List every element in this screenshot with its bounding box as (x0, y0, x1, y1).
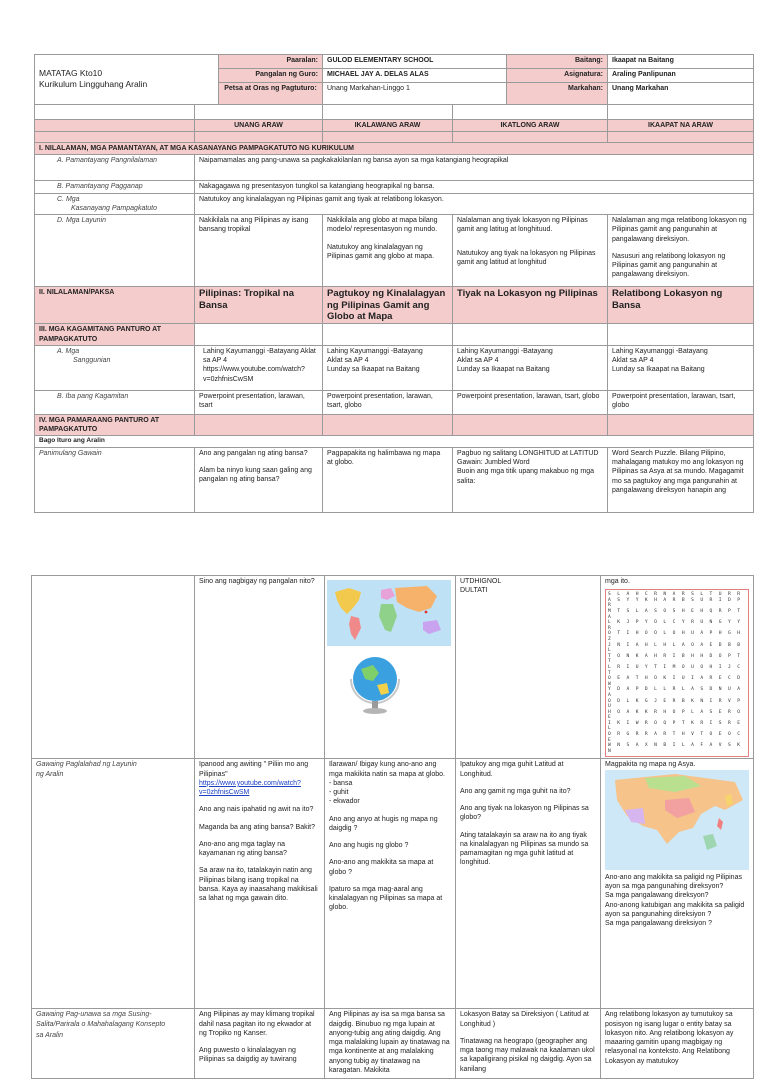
puzzle-row: I K I W R O Q P T K R I S R E L (608, 720, 742, 732)
kasanayan-text: Natutukoy ang kinalalagyan ng Pilipinas gamit ang tiyak at relatibong lokasyon. (195, 193, 754, 214)
paglalahad-day-4: Magpakita ng mapa ng Asya. Ano-ano ang makikita sa paligid ng Pilipinas ayon sa mga pangunahing direksyon? Sa mga pangalawang direksyon? Ano-anong katubigan ang makikita sa paligid ayon sa pangunahing direksiyon ? Sa mga pangalawang direksiyon ? (601, 759, 754, 1009)
cont-day-3: UTDHIGNOL DULTATI (456, 576, 601, 759)
pagunawa-day-4: Ang relatibong lokasyon ay tumutukoy sa posisyon ng isang lugar o entity batay sa lokasyon nito. Ang relatibong lokasyon ay maaaring gamitin upang magbigay ng relasyonal na konteksto. Ang Relatibong Lokasyon ay matutukoy (601, 1009, 754, 1079)
paksa-day-2: Pagtukoy ng Kinalalagyan ng Pilipinas Gamit ang Globo at Mapa (323, 287, 453, 324)
sanggunian-day-4: Lahing Kayumanggi -Batayang Aklat sa AP 4 Lunday sa Ikaapat na Baitang (608, 345, 754, 390)
pagunawa-day-2: Ang Pilipinas ay isa sa mga bansa sa daigdig. Binubuo ng mga lupain at anyong-tubig ang ating daigdig. Ang mga malalaking lupain ay tinatawag na mga kontinente at ang malalaking anyong tubig ay tinatawag na karagatan. Makikita (325, 1009, 456, 1079)
petsa-label: Petsa at Oras ng Pagtuturo: (219, 83, 323, 105)
puzzle-grid (608, 592, 746, 754)
sanggunian-day-1: Lahing Kayumanggi -Batayang Aklat sa AP 4 https://www.youtube.com/watch?v=0zhfnisCwSM (195, 345, 323, 390)
header-title-1: MATATAG Kto10 (39, 68, 103, 78)
kagamitan-day-2: Powerpoint presentation, larawan, tsart, globo (323, 390, 453, 414)
header-title-2: Kurikulum Lingguhang Aralin (39, 79, 148, 90)
world-map-image (327, 578, 451, 648)
puzzle-row: O D L K G J E R B K N I R V P U (608, 698, 742, 710)
puzzle-row: Y D A P D L L R L A S D N U A A (608, 687, 742, 698)
paglalahad-day-2: Ilarawan/ Ibigay kung ano-ano ang mga makikita natin sa mapa at globo. - bansa - guhit - ekwador Ano ang anyo at hugis ng mapa ng daigdig ? Ano ang hugis ng globo ? Ano-ano ang makikita sa mapa at globo ? Ipaturo sa mga mag-aaral ang kinalalagyan ng Pilipinas sa mapa at globo. (325, 759, 456, 1009)
globe-base (363, 708, 387, 714)
puzzle-row: O E A T H O K I U I A R E C D W (608, 676, 742, 687)
paglalahad-day-1: Ipanood ang awiting " Piliin mo ang Pilipinas" https://www.youtube.com/watch?v=0zhfnisCwSM Ano ang nais ipahatid ng awit na ito? Maganda ba ang ating bansa? Bakit? Ano-ano ang mga taglay na kayamanan ng ating bansa? Sa araw na ito, tatalakayin natin ang Pilipinas bilang isang tropikal na bansa. Kaya ay inaasahang makikisali sa lahat ng mga gawain dito. (195, 759, 325, 1009)
philippines-marker (425, 611, 428, 614)
layunin-day-4: Nalalaman ang mga relatibong lokasyon ng Pilipinas gamit ang pangunahin at pangalawang direksiyon. Nasusuri ang relatibong lokasyon ng Pilipinas gamit ang pangunahin at pangalawang direksiyon. (608, 215, 754, 287)
sanggunian-label: A. Mga Sanggunian (35, 345, 195, 390)
day-1-header: UNANG ARAW (195, 120, 323, 132)
kagamitan-day-1: Powerpoint presentation, larawan, tsart (195, 390, 323, 414)
paksa-day-1: Pilipinas: Tropikal na Bansa (195, 287, 323, 324)
globe-image (327, 651, 451, 717)
puzzle-row: J N I A H L H L A O A E D B B L (608, 642, 742, 654)
puzzle-row: M T S L A S O S H E H Q R P T A (608, 609, 742, 620)
layunin-day-1: Nakikilala na ang Pilipinas ay isang bansang tropikal (195, 215, 323, 287)
markahan-value: Unang Markahan (608, 83, 754, 105)
pamantayang-pagganap-text: Nakagagawa ng presentasyon tungkol sa katangiang heograpikal ng bansa. (195, 181, 754, 193)
panimula-day-3: Pagbuo ng salitang LONGHITUD at LATITUD Gawain: Jumbled Word Buoin ang mga titik upang makabuo ng mga salita: (453, 447, 608, 512)
page-2 (0, 575, 768, 1079)
panimula-day-1: Ano ang pangalan ng ating bansa? Alam ba ninyo kung saan galing ang pangalan ng ating bansa? (195, 447, 323, 512)
pagunawa-day-1: Ang Pilipinas ay may klimang tropikal dahil nasa pagitan ito ng ekwador at ng Tropiko ng Kanser. Ang puwesto o kinalalagyan ng Pilipinas sa daigdig ay tuwirang (195, 1009, 325, 1079)
lesson-plan-table-continued (31, 575, 754, 1079)
panimula-day-2: Pagpapakita ng halimbawa ng mapa at globo. (323, 447, 453, 512)
section-1-title: I. NILALAMAN, MGA PAMANTAYAN, AT MGA KASANAYANG PAMPAGKATUTO NG KURIKULUM (35, 143, 754, 155)
sanggunian-day-2: Lahing Kayumanggi -Batayang Aklat sa AP 4 Lunday sa Ikaapat na Baitang (323, 345, 453, 390)
lesson-plan-table (34, 54, 754, 513)
petsa-value: Unang Markahan-Linggo 1 (323, 83, 507, 105)
kagamitan-label: B. Iba pang Kagamitan (35, 390, 195, 414)
day-2-header: IKALAWANG ARAW (323, 120, 453, 132)
baitang-label: Baitang: (507, 55, 608, 69)
asignatura-value: Araling Panlipunan (608, 69, 754, 83)
asignatura-label: Asignatura: (507, 69, 608, 83)
puzzle-row: L R I U Y T I M O U O H I J C T (608, 664, 742, 676)
puzzle-row: T O N K A H R I B H H D O P T T (608, 653, 742, 665)
kagamitan-day-3: Powerpoint presentation, larawan, tsart, globo (453, 390, 608, 414)
puzzle-row: W N S A X N B I L A F A V S K N (608, 743, 742, 754)
day-4-header: IKAAPAT NA ARAW (608, 120, 754, 132)
bago-ituro-label: Bago Ituro ang Aralin (35, 436, 754, 448)
puzzle-row: L K J P Y O L C Y R U N G Y Y R (608, 620, 742, 631)
header-title-block (35, 55, 195, 105)
layunin-day-2: Nakikilala ang globo at mapa bilang modelo/ representasyon ng mundo. Natutukoy ang kinalalagyan ng Pilipinas gamit ang globo at mapa. (323, 215, 453, 287)
layunin-day-3: Nalalaman ang tiyak lokasyon ng Pilipinas gamit ang latitug at longhituud. Natutukoy ang tiyak na lokasyon ng Pilipinas gamit ang latitud at longhitud (453, 215, 608, 287)
paaralan-label: Paaralan: (219, 55, 323, 69)
pagunawa-label: Gawaing Pag-unawa sa mga Susing-Salita/Parirala o Mahahalagang Konsepto sa Aralin (32, 1009, 195, 1079)
page-1 (0, 54, 768, 513)
puzzle-row: A S Y Y K H A R B S U R I D P R (608, 597, 742, 609)
kagamitan-day-4: Powerpoint presentation, larawan, tsart, globo (608, 390, 754, 414)
asia-map-image (605, 770, 749, 870)
pamantayang-pagganap-label: B. Pamantayang Pagganap (35, 181, 195, 193)
sanggunian-day-3: Lahing Kayumanggi -Batayang Aklat sa AP 4 Lunday sa Ikaapat na Baitang (453, 345, 608, 390)
kasanayan-label: C. Mga Kasanayang Pampagkatuto (35, 193, 195, 214)
cont-day-1: Sino ang nagbigay ng pangalan nito? (195, 576, 325, 759)
paaralan-value: GULOD ELEMENTARY SCHOOL (323, 55, 507, 69)
section-4-title: IV. MGA PAMARAANG PANTURO AT PAMPAGKATUTO (35, 414, 195, 435)
pagunawa-day-3: Lokasyon Batay sa Direksiyon ( Latitud at Longhitud ) Tinatawag na heograpo (geographer ang mga taong may malawak na kaalaman ukol sa kapaligirang pisikal ng daigdig. Ayon sa kanilang (456, 1009, 601, 1079)
guro-value: MICHAEL JAY A. DELAS ALAS (323, 69, 507, 83)
panimulang-gawain-label: Panimulang Gawain (35, 447, 195, 512)
cont-day-2 (325, 576, 456, 759)
cont-day-4: mga ito. S L A H C R N A R S L T U R R A S Y Y K H A R B S U R I D P R M T S L A S O S H E H Q R P T A L K J P Y O L C Y R U N G Y Y R O T I H O O L O H U A P H G H Z J N I A H L H L A O A E D B B L T O N K A H R I B H H D O P T T L R I U Y T I M O U O H I J C T O E A T H O K I U I A R E C D W Y D A P D L L R L A S D N U A A O D L K G J E R B K N I R V P U H O A K K R H O P L A S E R O E I K I W R O Q P T K R I S R E L O R G R R A R T H V T O E O C E W N S A X N B I L A F A V S K N (601, 576, 754, 759)
paglalahad-day-3: Ipatukoy ang mga guhit Latitud at Longhitud. Ano ang gamit ng mga guhit na ito? Ano ang tiyak na lokasyon ng Pilipinas sa globo? Ating tatalakayin sa araw na ito ang tiyak na kinalalagyan ng Pilipinas sa mundo sa pamamagitan ng mga guhit latitud at longhitud. (456, 759, 601, 1009)
puzzle-row: H O A K K R H O P L A S E R O E (608, 709, 742, 721)
layunin-label: D. Mga Layunin (35, 215, 195, 287)
paksa-day-4: Relatibong Lokasyon ng Bansa (608, 287, 754, 324)
baitang-value: Ikaapat na Baitang (608, 55, 754, 69)
section-3-title: III. MGA KAGAMITANG PANTURO AT PAMPAGKATUTO (35, 324, 195, 345)
puzzle-row: O T I H O O L O H U A P H G H Z (608, 631, 742, 642)
youtube-link[interactable]: https://www.youtube.com/watch?v=0zhfnisCwSM (199, 779, 301, 797)
paksa-day-3: Tiyak na Lokasyon ng Pilipinas (453, 287, 608, 324)
puzzle-row: S L A H C R N A R S L T U R R (608, 592, 742, 598)
section-2-title: II. NILALAMAN/PAKSA (35, 287, 195, 324)
word-search-puzzle (605, 589, 749, 757)
panimula-day-4: Word Search Puzzle. Bilang Pilipino, mahalagang matukoy mo ang lokasyon ng Pilipinas sa Asya at sa mundo. Magagamit mo sa pagtukoy ang mga pangunahin at pangalawang direksyon hanapin ang (608, 447, 754, 512)
pamantayang-pangnilalaman-text: Naipamamalas ang pang-unawa sa pagkakakilanlan ng bansa ayon sa mga katangiang heograpikal (195, 155, 754, 181)
globe-sphere (353, 657, 397, 701)
globe-stand (372, 701, 378, 709)
markahan-label: Markahan: (507, 83, 608, 105)
pamantayang-pangnilalaman-label: A. Pamantayang Pangnilalaman (35, 155, 195, 181)
day-3-header: IKATLONG ARAW (453, 120, 608, 132)
puzzle-row: O R G R R A R T H V T O E O C E (608, 732, 742, 743)
paglalahad-label: Gawaing Paglalahad ng Layunin ng Aralin (32, 759, 195, 1009)
guro-label: Pangalan ng Guro: (219, 69, 323, 83)
